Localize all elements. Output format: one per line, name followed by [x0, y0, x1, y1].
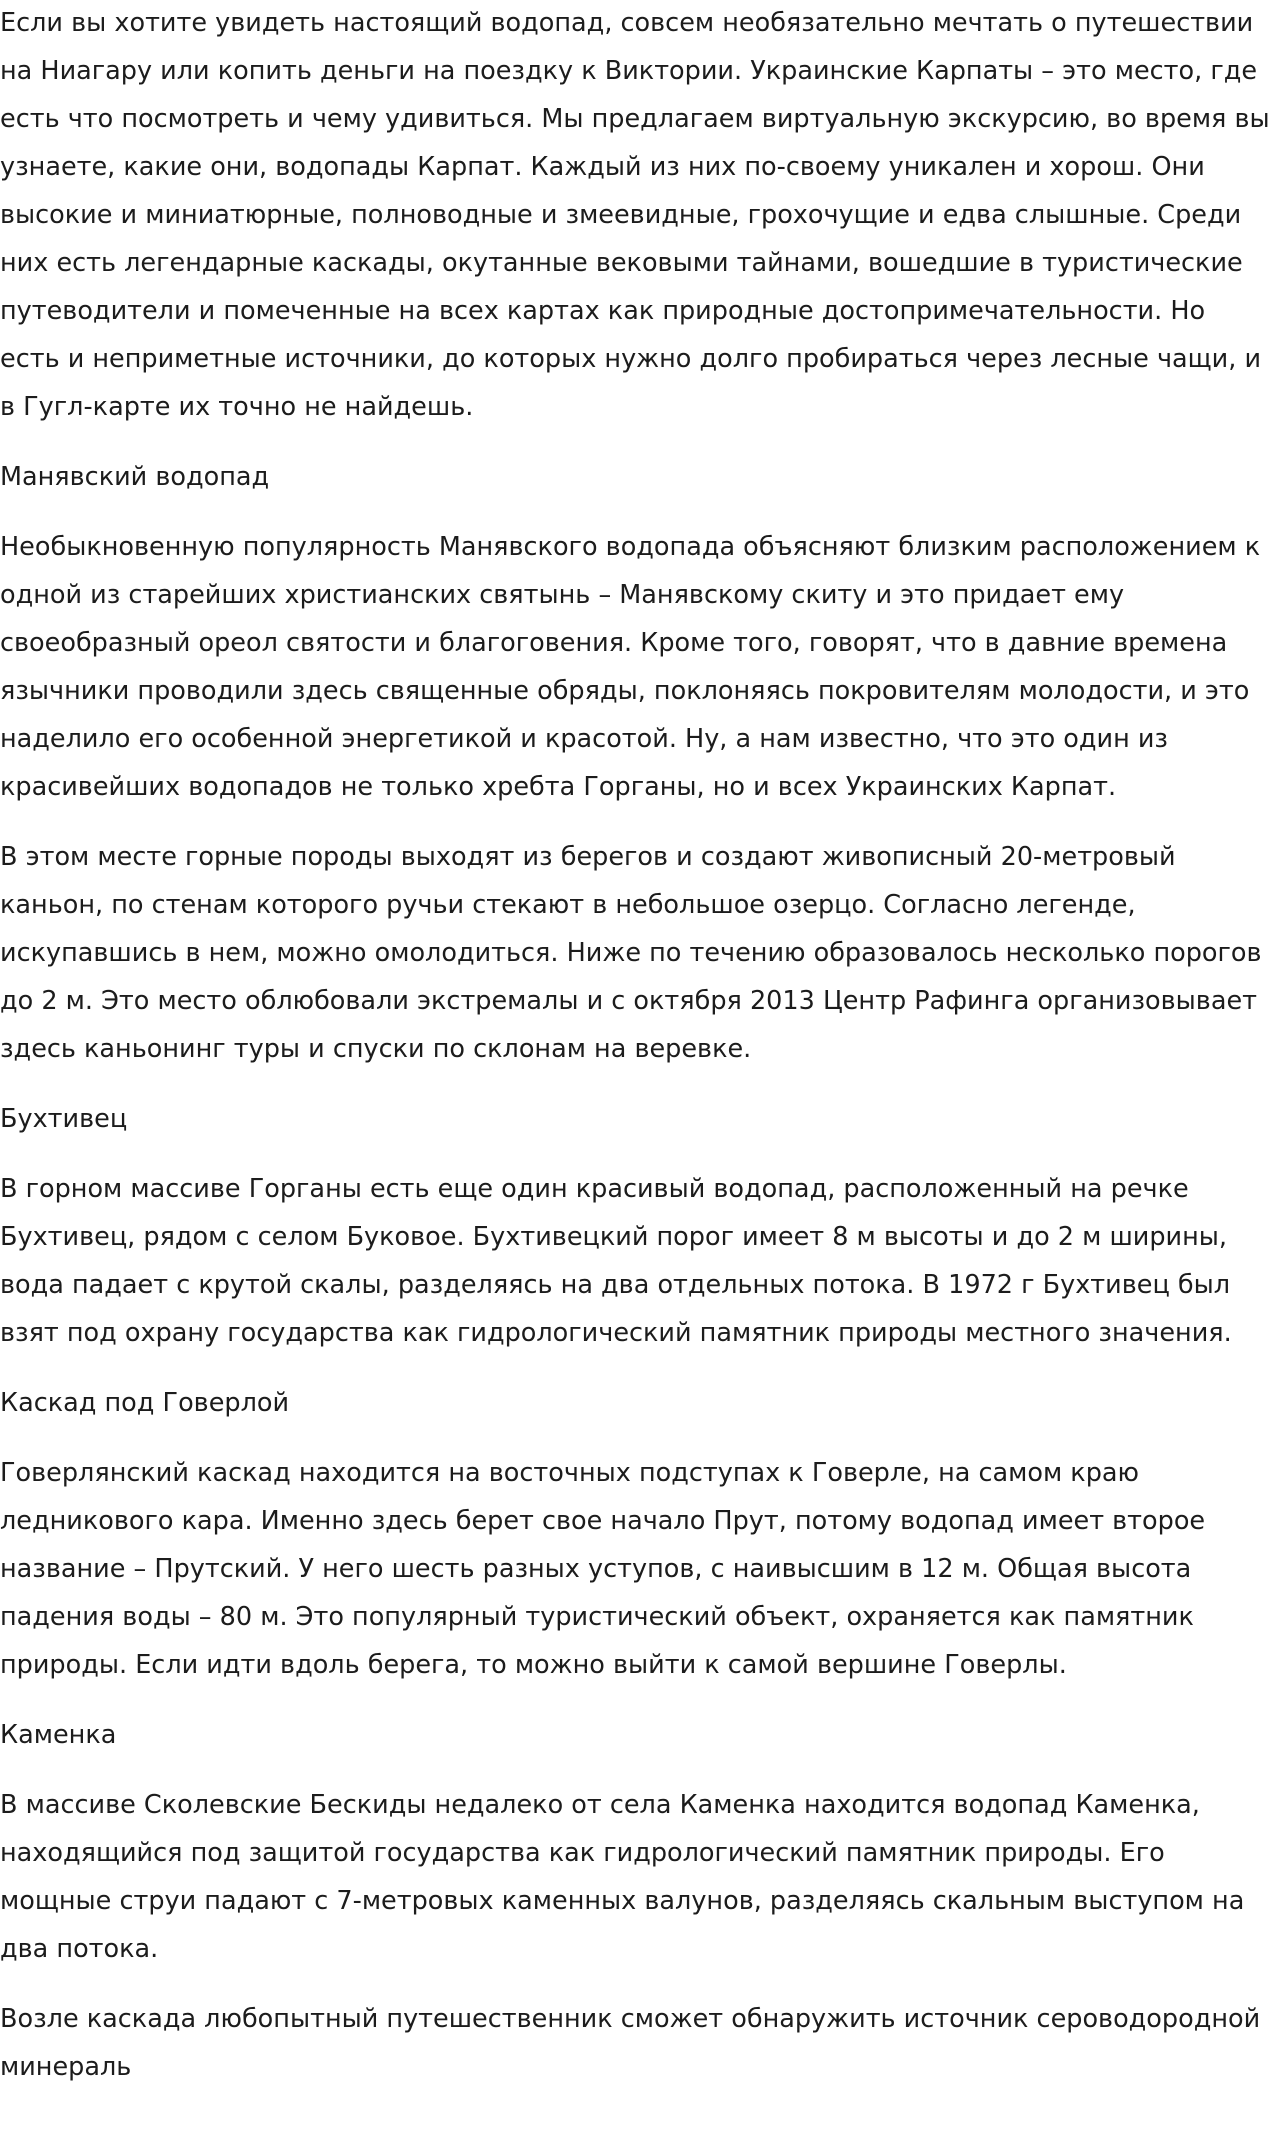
- section-heading-bukhtivets: Бухтивец: [0, 1104, 128, 1134]
- section-heading-hoverla-cascade: Каскад под Говерлой: [0, 1388, 290, 1418]
- section-heading-manyavsky: Манявский водопад: [0, 462, 270, 492]
- intro-paragraph: Если вы хотите увидеть настоящий водопад, совсем необязательно мечтать о путешествии на Ниагару или копить деньги на поездку к Виктории. Украинские Карпаты – это место, где есть что посмотреть и чему удивиться. Мы предлагаем виртуальную экскурсию, во время вы узнаете, какие они, водопады Карпат. Каждый из них по-своему уникален и хорош. Они высокие и миниатюрные, полноводные и змеевидные, грохочущие и едва слышные. Среди них есть легендарные каскады, окутанные вековыми тайнами, вошедшие в туристические путеводители и помеченные на всех картах как природные достопримечательности. Но есть и неприметные источники, до которых нужно долго пробираться через лесные чащи, и в Гугл-карте их точно не найдешь.: [0, 8, 1270, 422]
- manyavsky-paragraph-2: В этом месте горные породы выходят из берегов и создают живописный 20-метровый каньон, по стенам которого ручьи стекают в небольшое озерцо. Согласно легенде, искупавшись в нем, можно омолодиться. Ниже по течению образовалось несколько порогов до 2 м. Это место облюбовали экстремалы и с октября 2013 Центр Рафинга организовывает здесь каньонинг туры и спуски по склонам на веревке.: [0, 842, 1262, 1064]
- kamenka-paragraph-2: Возле каскада любопытный путешественник сможет обнаружить источник сероводородной минераль: [0, 2004, 1261, 2082]
- hoverla-cascade-paragraph: Говерлянский каскад находится на восточных подступах к Говерле, на самом краю ледникового кара. Именно здесь берет свое начало Прут, потому водопад имеет второе название – Прутский. У него шесть разных уступов, с наивысшим в 12 м. Общая высота падения воды – 80 м. Это популярный туристический объект, охраняется как памятник природы. Если идти вдоль берега, то можно выйти к самой вершине Говерлы.: [0, 1458, 1206, 1680]
- section-heading-kamenka: Каменка: [0, 1720, 117, 1750]
- kamenka-paragraph-1: В массиве Сколевские Бескиды недалеко от села Каменка находится водопад Каменка, находящийся под защитой государства как гидрологический памятник природы. Его мощные струи падают с 7-метровых каменных валунов, разделяясь скальным выступом на два потока.: [0, 1790, 1245, 1964]
- manyavsky-paragraph-1: Необыкновенную популярность Манявского водопада объясняют близким расположением к одной из старейших христианских святынь – Манявскому скиту и это придает ему своеобразный ореол святости и благоговения. Кроме того, говорят, что в давние времена язычники проводили здесь священные обряды, поклоняясь покровителям молодости, и это наделило его особенной энергетикой и красотой. Ну, а нам известно, что это один из красивейших водопадов не только хребта Горганы, но и всех Украинских Карпат.: [0, 532, 1261, 802]
- bukhtivets-paragraph: В горном массиве Горганы есть еще один красивый водопад, расположенный на речке Бухтивец, рядом с селом Буковое. Бухтивецкий порог имеет 8 м высоты и до 2 м ширины, вода падает с крутой скалы, разделяясь на два отдельных потока. В 1972 г Бухтивец был взят под охрану государства как гидрологический памятник природы местного значения.: [0, 1174, 1232, 1348]
